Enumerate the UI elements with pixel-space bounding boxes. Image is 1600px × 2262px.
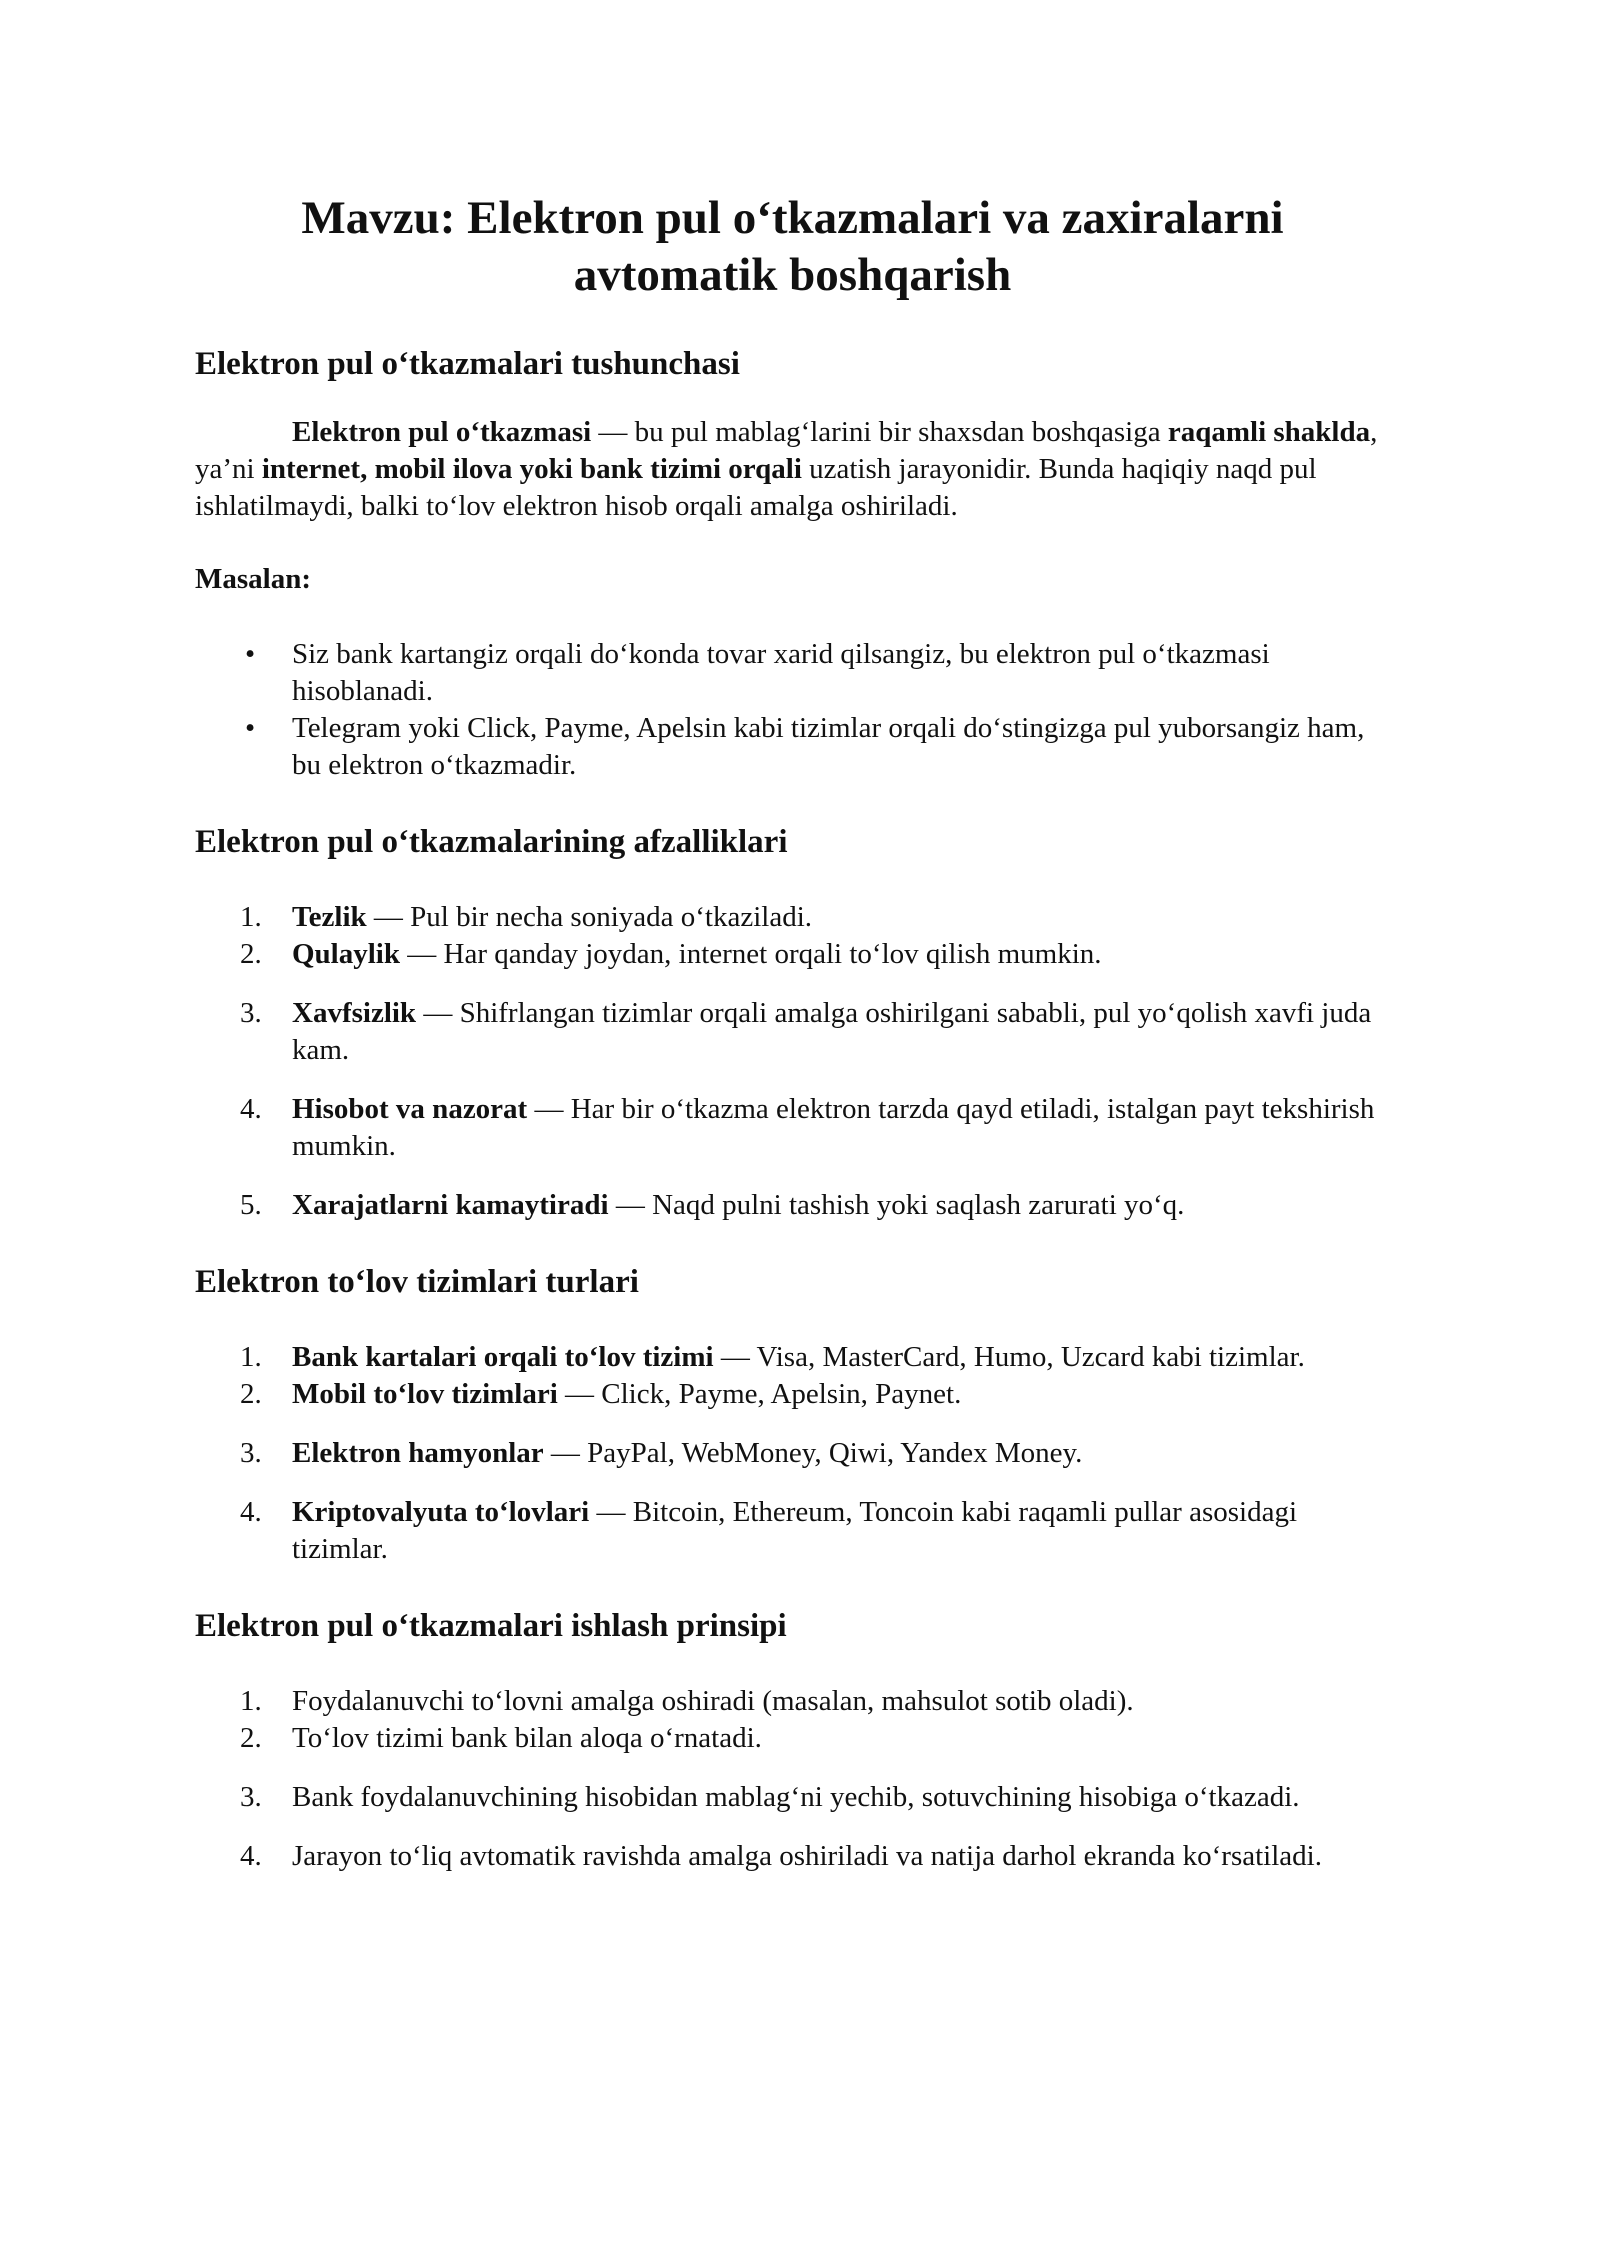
item-text: Foydalanuvchi to‘lovni amalga oshiradi (masalan, mahsulot sotib oladi). <box>292 1685 1134 1717</box>
item-text: — Har qanday joydan, internet orqali to‘lov qilish mumkin. <box>400 938 1102 970</box>
types-list <box>195 1339 1390 1568</box>
list-item <box>195 1779 1390 1816</box>
item-term: Xavfsizlik <box>292 997 417 1029</box>
item-number: 1. <box>240 1685 262 1717</box>
section-heading-types: Elektron to‘lov tizimlari turlari <box>195 1264 639 1300</box>
document-page <box>195 190 1390 1875</box>
list-item <box>195 1091 1390 1165</box>
document-title: Mavzu: Elektron pul o‘tkazmalari va zaxiralarni avtomatik boshqarish <box>301 192 1284 301</box>
list-item <box>195 1838 1390 1875</box>
item-number: 4. <box>240 1496 262 1528</box>
list-item <box>195 936 1390 973</box>
example-list <box>195 636 1390 784</box>
item-text: — PayPal, WebMoney, Qiwi, Yandex Money. <box>543 1437 1083 1469</box>
list-item <box>195 636 1390 710</box>
list-item <box>195 1494 1390 1568</box>
bullet-icon: • <box>245 638 256 670</box>
item-term: Tezlik <box>292 901 367 933</box>
item-number: 3. <box>240 1437 262 1469</box>
item-text: Jarayon to‘liq avtomatik ravishda amalga oshiriladi va natija darhol ekranda ko‘rsatiladi. <box>292 1840 1322 1872</box>
section-heading-concept: Elektron pul o‘tkazmalari tushunchasi <box>195 346 740 382</box>
item-number: 3. <box>240 1781 262 1813</box>
example-text: Siz bank kartangiz orqali do‘konda tovar xarid qilsangiz, bu elektron pul o‘tkazmasi hisoblanadi. <box>292 638 1270 707</box>
list-item <box>195 710 1390 784</box>
item-text: To‘lov tizimi bank bilan aloqa o‘rnatadi. <box>292 1722 762 1754</box>
item-text: — Har bir o‘tkazma elektron tarzda qayd etiladi, istalgan payt tekshirish mumkin. <box>292 1093 1375 1162</box>
item-text: — Bitcoin, Ethereum, Toncoin kabi raqamli pullar asosidagi tizimlar. <box>292 1496 1298 1565</box>
list-item <box>195 1187 1390 1224</box>
item-term: Xarajatlarni kamaytiradi <box>292 1189 609 1221</box>
item-number: 3. <box>240 997 262 1029</box>
list-item <box>195 995 1390 1069</box>
item-text: — Click, Payme, Apelsin, Paynet. <box>557 1378 962 1410</box>
intro-bold-2: internet, mobil ilova yoki bank tizimi orqali <box>261 453 802 485</box>
list-item <box>195 899 1390 936</box>
item-term: Elektron hamyonlar <box>292 1437 544 1469</box>
item-term: Bank kartalari orqali to‘lov tizimi <box>292 1341 714 1373</box>
item-number: 5. <box>240 1189 262 1221</box>
item-number: 4. <box>240 1840 262 1872</box>
item-text: — Pul bir necha soniyada o‘tkaziladi. <box>366 901 813 933</box>
example-label: Masalan: <box>195 563 311 595</box>
bullet-icon: • <box>245 712 256 744</box>
principle-list <box>195 1683 1390 1875</box>
item-text: — Visa, MasterCard, Humo, Uzcard kabi tizimlar. <box>713 1341 1305 1373</box>
item-number: 2. <box>240 1722 262 1754</box>
section-heading-advantages: Elektron pul o‘tkazmalarining afzalliklari <box>195 824 788 860</box>
item-term: Qulaylik <box>292 938 400 970</box>
item-term: Kriptovalyuta to‘lovlari <box>292 1496 590 1528</box>
intro-paragraph <box>195 414 1390 525</box>
list-item <box>195 1376 1390 1413</box>
item-text: — Naqd pulni tashish yoki saqlash zarurati yo‘q. <box>608 1189 1185 1221</box>
item-term: Hisobot va nazorat <box>292 1093 528 1125</box>
item-number: 2. <box>240 1378 262 1410</box>
example-text: Telegram yoki Click, Payme, Apelsin kabi tizimlar orqali do‘stingizga pul yuborsangiz ham, bu elektron o‘tkazmadir. <box>292 712 1365 781</box>
advantages-list <box>195 899 1390 1224</box>
list-item <box>195 1720 1390 1757</box>
item-term: Mobil to‘lov tizimlari <box>292 1378 558 1410</box>
item-number: 1. <box>240 1341 262 1373</box>
item-text: Bank foydalanuvchining hisobidan mablag‘ni yechib, sotuvchining hisobiga o‘tkazadi. <box>292 1781 1300 1813</box>
item-text: — Shifrlangan tizimlar orqali amalga oshirilgani sababli, pul yo‘qolish xavfi juda kam. <box>292 997 1372 1066</box>
list-item <box>195 1683 1390 1720</box>
intro-bold-1: raqamli shaklda <box>1167 416 1371 448</box>
section-heading-principle: Elektron pul o‘tkazmalari ishlash prinsipi <box>195 1608 787 1644</box>
intro-text-1: — bu pul mablag‘larini bir shaxsdan boshqasiga <box>591 416 1168 448</box>
intro-term: Elektron pul o‘tkazmasi <box>292 416 592 448</box>
list-item <box>195 1339 1390 1376</box>
item-number: 4. <box>240 1093 262 1125</box>
item-number: 2. <box>240 938 262 970</box>
list-item <box>195 1435 1390 1472</box>
item-number: 1. <box>240 901 262 933</box>
intro-text-3: uzatish jarayonidir. Bunda haqiqiy naqd pul ishlatilmaydi, balki to‘lov elektron hisob orqali amalga oshiriladi. <box>195 453 1317 522</box>
intro-text-2: , ya’ni <box>195 416 1378 485</box>
